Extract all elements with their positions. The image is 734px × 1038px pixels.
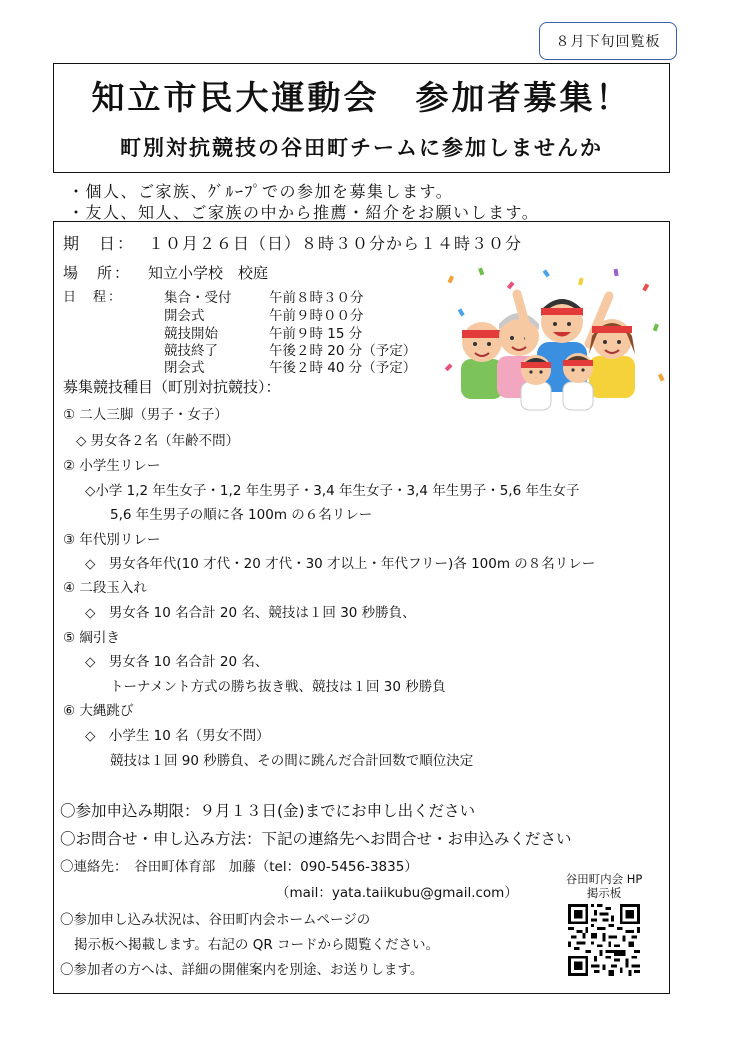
- event-detail: ◇ 小学生 10 名（男女不問）: [85, 728, 270, 744]
- qr-label: 谷田町内会 HP: [565, 872, 643, 886]
- schedule-item-name: 競技開始: [164, 326, 218, 342]
- schedule-item-name: 競技終了: [164, 343, 218, 359]
- date-value: １０月２６日（日）８時３０分から１４時３０分: [148, 234, 523, 253]
- event-title: ⑤ 綱引き: [63, 630, 120, 646]
- date-label: 期 日：: [63, 234, 136, 253]
- schedule-item-time: 午前９時 15 分: [269, 326, 363, 342]
- event-detail: ◇ 男女各２名（年齢不問）: [76, 433, 240, 449]
- event-title: ③ 年代別リレー: [63, 532, 161, 548]
- place-label: 場 所：: [63, 264, 132, 282]
- event-detail: 5,6 年生男子の順に各 100m の６名リレー: [110, 507, 373, 523]
- page-title: 知立市民大運動会 参加者募集！: [91, 78, 632, 117]
- schedule-item-time: 午後２時 40 分（予定）: [269, 360, 417, 376]
- schedule-item-time: 午前９時００分: [269, 308, 364, 324]
- event-title: ② 小学生リレー: [63, 458, 161, 474]
- event-detail: ◇ 男女各 10 名合計 20 名、: [85, 654, 269, 670]
- person-mother: [589, 319, 635, 398]
- place-value: 知立小学校 校庭: [148, 264, 269, 282]
- participant-note: 〇参加者の方へは、詳細の開催案内を別途、お送りします。: [60, 962, 424, 978]
- event-detail: ◇ 男女各年代(10 才代・20 才代・30 才以上・年代フリー)各 100m の８名リレー: [85, 556, 596, 572]
- deadline: 〇参加申込み期限：９月１３日(金)までにお申し出ください: [60, 802, 476, 820]
- status-note: 掲示板へ掲載します。右記の QR コードから閲覧ください。: [74, 937, 440, 953]
- status-note: 〇参加申し込み状況は、谷田町内会ホームページの: [60, 912, 371, 928]
- intro-line-1: ・個人、ご家族、ｸﾞﾙｰﾌﾟでの参加を募集します。: [68, 182, 454, 201]
- qr-label: 掲示板: [586, 886, 622, 900]
- event-detail: トーナメント方式の勝ち抜き戦、競技は１回 30 秒勝負: [110, 679, 446, 695]
- details-box: [53, 221, 670, 994]
- schedule-label: 日 程：: [63, 290, 124, 305]
- circulation-badge: ８月下旬回覧板: [539, 22, 677, 60]
- events-heading: 募集競技種目（町別対抗競技）：: [63, 378, 281, 396]
- schedule-item-time: 午前８時３０分: [269, 290, 364, 306]
- intro-line-2: ・友人、知人、ご家族の中から推薦・紹介をお願いします。: [68, 203, 540, 222]
- event-detail: ◇小学 1,2 年生女子・1,2 年生男子・3,4 年生女子・3,4 年生男子・5,6 年生女子: [85, 483, 580, 499]
- event-detail: 競技は１回 90 秒勝負、その間に跳んだ合計回数で順位決定: [110, 753, 474, 769]
- contact: 〇連絡先： 谷田町体育部 加藤（tel：090-5456-3835）: [60, 859, 418, 875]
- schedule-item-name: 集合・受付: [164, 290, 232, 306]
- schedule-item-name: 開会式: [164, 308, 205, 324]
- event-title: ① 二人三脚（男子・女子）: [63, 407, 228, 423]
- event-title: ⑥ 大縄跳び: [63, 703, 134, 719]
- schedule-item-time: 午後２時 20 分（予定）: [269, 343, 417, 359]
- schedule-item-name: 閉会式: [164, 360, 205, 376]
- cheering-family-illustration: [439, 264, 669, 414]
- page-subtitle: 町別対抗競技の谷田町チームに参加しませんか: [120, 136, 603, 160]
- contact-email[interactable]: （mail：yata.taiikubu@gmail.com）: [276, 885, 518, 901]
- qr-code[interactable]: [568, 904, 640, 976]
- inquiry: 〇お問合せ・申し込み方法：下記の連絡先へお問合せ・お申込みください: [60, 830, 572, 848]
- event-detail: ◇ 男女各 10 名合計 20 名、競技は１回 30 秒勝負、: [85, 605, 416, 621]
- title-box: [53, 63, 670, 173]
- event-title: ④ 二段玉入れ: [63, 580, 147, 596]
- person-grandfather: [461, 322, 503, 399]
